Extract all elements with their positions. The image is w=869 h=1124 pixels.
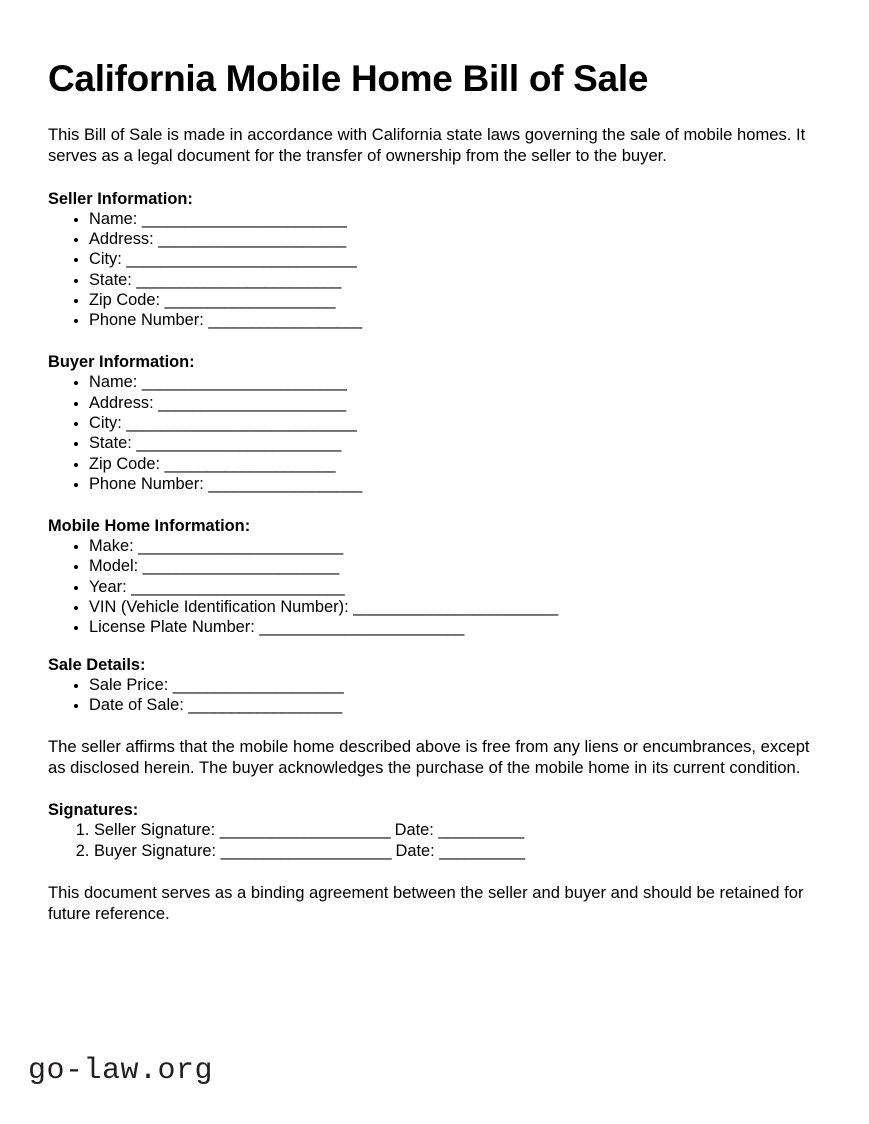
date-blank-line[interactable]: __________ <box>438 821 524 840</box>
list-item <box>89 270 824 290</box>
buyer-field-list <box>48 372 824 494</box>
list-item <box>89 577 824 597</box>
field-blank-line[interactable]: ____________________ <box>164 454 335 473</box>
field-label: Name: <box>89 209 138 228</box>
spacer <box>48 167 824 189</box>
list-item <box>89 249 824 269</box>
list-item <box>89 393 824 413</box>
field-label: Make: <box>89 537 134 556</box>
sale-details-heading: Sale Details: <box>48 655 146 674</box>
list-item <box>89 433 824 453</box>
field-label: License Plate Number: <box>89 618 255 637</box>
closing-paragraph: This document serves as a binding agreement between the seller and buyer and should be retained for future reference. <box>48 883 804 923</box>
field-blank-line[interactable]: _______________________ <box>142 557 339 576</box>
field-blank-line[interactable]: __________________ <box>208 311 362 330</box>
field-blank-line[interactable]: ______________________ <box>158 229 346 248</box>
field-label: Model: <box>89 557 139 576</box>
field-label: Address: <box>89 393 154 412</box>
field-blank-line[interactable]: ________________________ <box>136 434 341 453</box>
field-label: Zip Code: <box>89 454 161 473</box>
field-blank-line[interactable]: ________________________ <box>136 270 341 289</box>
list-item <box>89 413 824 433</box>
signature-blank-line[interactable]: ____________________ <box>219 821 391 840</box>
field-blank-line[interactable]: ________________________ <box>259 618 464 637</box>
mobile-home-information-heading: Mobile Home Information: <box>48 517 251 536</box>
seller-information-heading: Seller Information: <box>48 189 193 208</box>
date-label: Date: <box>394 821 434 840</box>
signature-label: Seller Signature: <box>94 821 216 840</box>
site-watermark: go-law.org <box>28 1054 214 1088</box>
seller-field-list <box>48 209 824 331</box>
affirmation-paragraph: The seller affirms that the mobile home described above is free from any liens or encumbrances, except as disclosed herein. The buyer acknowledges the purchase of the mobile home in its current condition. <box>48 737 810 777</box>
list-item <box>89 310 824 330</box>
field-label: State: <box>89 270 132 289</box>
sale-details-field-list <box>48 675 824 716</box>
list-item <box>89 675 824 695</box>
spacer <box>48 861 824 883</box>
field-blank-line[interactable]: ________________________ <box>138 537 343 556</box>
field-blank-line[interactable]: __________________ <box>208 474 362 493</box>
field-blank-line[interactable]: ____________________ <box>164 290 335 309</box>
list-item <box>89 536 824 556</box>
field-label: Address: <box>89 229 154 248</box>
list-item <box>89 474 824 494</box>
list-item <box>94 820 824 840</box>
spacer <box>48 330 824 352</box>
signature-list <box>48 820 824 861</box>
field-label: Year: <box>89 577 127 596</box>
buyer-information-heading: Buyer Information: <box>48 353 195 372</box>
list-item <box>89 695 824 715</box>
mobile-home-field-list <box>48 536 824 637</box>
field-blank-line[interactable]: ___________________________ <box>126 414 357 432</box>
field-blank-line[interactable]: ________________________ <box>353 598 558 617</box>
spacer <box>48 494 824 516</box>
list-item <box>89 617 824 637</box>
date-blank-line[interactable]: __________ <box>439 841 525 860</box>
signature-label: Buyer Signature: <box>94 841 217 860</box>
list-item <box>94 841 824 861</box>
field-label: Name: <box>89 373 138 392</box>
page-title: California Mobile Home Bill of Sale <box>48 58 649 99</box>
field-label: VIN (Vehicle Identification Number): <box>89 598 349 617</box>
list-item <box>89 209 824 229</box>
signature-blank-line[interactable]: ____________________ <box>220 841 391 860</box>
spacer <box>48 638 824 655</box>
signatures-heading: Signatures: <box>48 801 139 820</box>
field-blank-line[interactable]: ___________________________ <box>126 250 357 269</box>
intro-paragraph: This Bill of Sale is made in accordance with California state laws governing the sale of mobile homes. It serves as a legal document for the transfer of ownership from the seller to the buyer. <box>48 125 806 166</box>
field-blank-line[interactable]: _________________________ <box>131 577 345 596</box>
field-blank-line[interactable]: ____________________ <box>172 675 344 694</box>
field-label: City: <box>89 250 122 269</box>
list-item <box>89 597 824 617</box>
field-label: State: <box>89 434 132 453</box>
field-blank-line[interactable]: ________________________ <box>141 209 347 228</box>
field-blank-line[interactable]: ________________________ <box>141 373 347 392</box>
date-label: Date: <box>395 841 435 860</box>
field-label: Sale Price: <box>89 675 169 694</box>
list-item <box>89 454 824 474</box>
spacer <box>48 715 824 737</box>
field-blank-line[interactable]: __________________ <box>188 695 342 714</box>
list-item <box>89 229 824 249</box>
list-item <box>89 372 824 392</box>
field-label: Phone Number: <box>89 474 204 493</box>
field-blank-line[interactable]: ______________________ <box>158 393 346 412</box>
list-item <box>89 556 824 576</box>
spacer <box>48 778 824 800</box>
field-label: Zip Code: <box>89 290 161 309</box>
field-label: Phone Number: <box>89 311 204 330</box>
list-item <box>89 290 824 310</box>
field-label: Date of Sale: <box>89 695 184 714</box>
document-body <box>48 0 824 924</box>
field-label: City: <box>89 414 122 432</box>
